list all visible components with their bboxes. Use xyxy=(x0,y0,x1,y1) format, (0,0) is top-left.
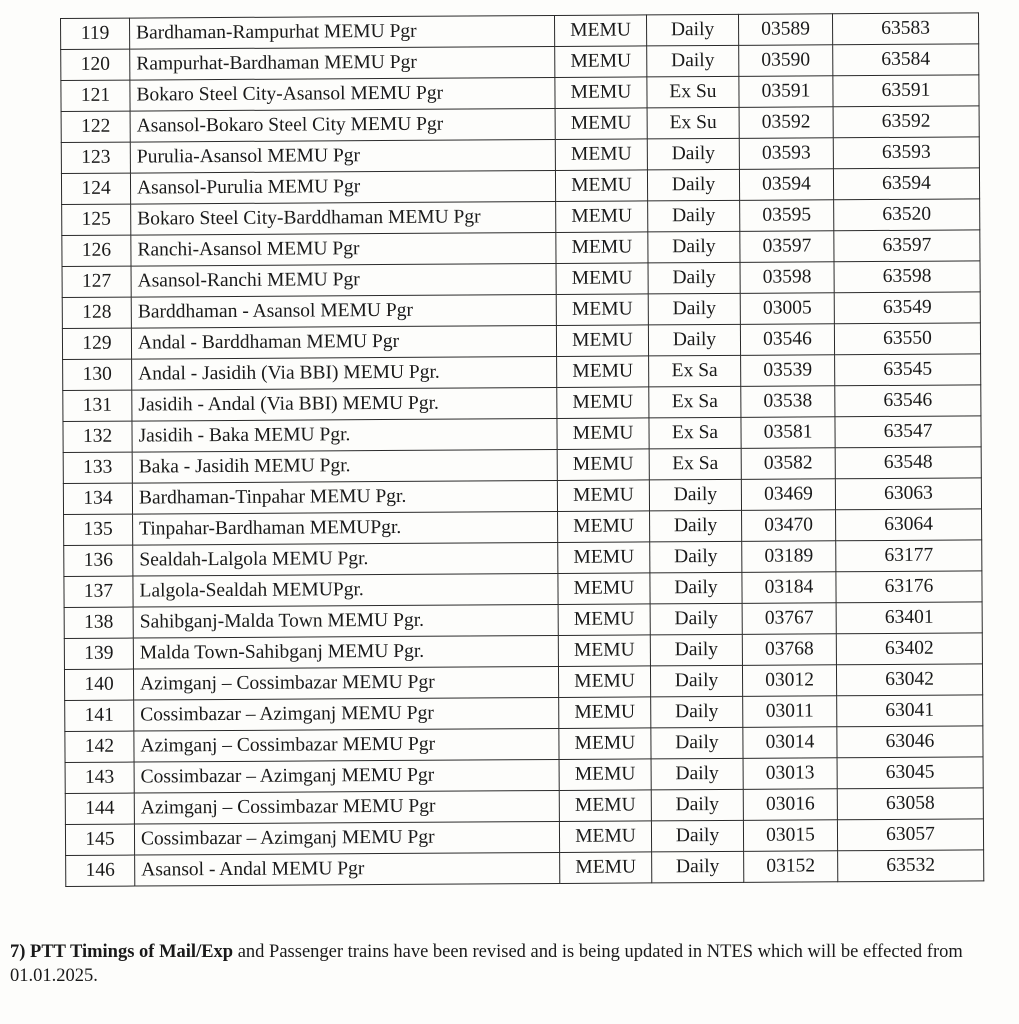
train-name-cell: Sealdah-Lalgola MEMU Pgr. xyxy=(133,542,558,576)
table-body xyxy=(61,13,984,887)
new-train-number-cell: 63549 xyxy=(834,292,980,324)
train-name-cell: Bardhaman-Rampurhat MEMU Pgr xyxy=(130,15,555,49)
sl-no-cell: 128 xyxy=(62,297,131,328)
days-of-run-cell: Daily xyxy=(650,541,742,573)
train-name-cell: Cossimbazar – Azimganj MEMU Pgr xyxy=(134,697,559,731)
sl-no-cell: 125 xyxy=(62,204,131,235)
days-of-run-cell: Daily xyxy=(648,293,740,325)
old-train-number-cell: 03546 xyxy=(740,324,834,356)
old-train-number-cell: 03589 xyxy=(738,14,832,46)
train-name-cell: Andal - Jasidih (Via BBI) MEMU Pgr. xyxy=(132,356,557,390)
train-name-cell: Azimganj – Cossimbazar MEMU Pgr xyxy=(134,728,559,762)
sl-no-cell: 141 xyxy=(65,700,134,731)
sl-no-cell: 137 xyxy=(64,576,133,607)
days-of-run-cell: Ex Sa xyxy=(649,386,741,418)
days-of-run-cell: Daily xyxy=(650,665,742,697)
note-text: and Passenger trains have been revised and is being updated in NTES which will be effected from 01.01.2025. xyxy=(10,942,963,986)
new-train-number-cell: 63402 xyxy=(836,633,982,665)
old-train-number-cell: 03152 xyxy=(744,851,838,883)
days-of-run-cell: Daily xyxy=(646,14,738,46)
sl-no-cell: 142 xyxy=(65,731,134,762)
new-train-number-cell: 63583 xyxy=(832,13,978,45)
sl-no-cell: 140 xyxy=(64,669,133,700)
sl-no-cell: 139 xyxy=(64,638,133,669)
train-type-cell: MEMU xyxy=(559,697,651,729)
old-train-number-cell: 03016 xyxy=(743,789,837,821)
new-train-number-cell: 63597 xyxy=(834,230,980,262)
new-train-number-cell: 63401 xyxy=(836,602,982,634)
old-train-number-cell: 03595 xyxy=(740,200,834,232)
train-type-cell: MEMU xyxy=(555,170,647,202)
train-type-cell: MEMU xyxy=(558,573,650,605)
sl-no-cell: 144 xyxy=(65,793,134,824)
train-name-cell: Malda Town-Sahibganj MEMU Pgr. xyxy=(133,635,558,669)
train-name-cell: Baka - Jasidih MEMU Pgr. xyxy=(132,449,557,483)
days-of-run-cell: Daily xyxy=(650,510,742,542)
days-of-run-cell: Daily xyxy=(652,851,744,883)
train-name-cell: Cossimbazar – Azimganj MEMU Pgr xyxy=(134,759,559,793)
old-train-number-cell: 03593 xyxy=(739,138,833,170)
new-train-number-cell: 63058 xyxy=(837,788,983,820)
sl-no-cell: 134 xyxy=(63,483,132,514)
train-type-cell: MEMU xyxy=(559,728,651,760)
days-of-run-cell: Daily xyxy=(648,324,740,356)
old-train-number-cell: 03015 xyxy=(743,820,837,852)
sl-no-cell: 143 xyxy=(65,762,134,793)
train-name-cell: Ranchi-Asansol MEMU Pgr xyxy=(131,232,556,266)
note-bold-text: PTT Timings of Mail/Exp xyxy=(30,942,234,962)
train-type-cell: MEMU xyxy=(560,852,652,884)
old-train-number-cell: 03581 xyxy=(741,417,835,449)
old-train-number-cell: 03594 xyxy=(739,169,833,201)
note-paragraph xyxy=(10,940,1000,988)
train-type-cell: MEMU xyxy=(555,46,647,78)
train-name-cell: Tinpahar-Bardhaman MEMUPgr. xyxy=(133,511,558,545)
old-train-number-cell: 03013 xyxy=(743,758,837,790)
train-name-cell: Sahibganj-Malda Town MEMU Pgr. xyxy=(133,604,558,638)
train-type-cell: MEMU xyxy=(559,759,651,791)
sl-no-cell: 119 xyxy=(61,18,130,49)
train-name-cell: Asansol-Ranchi MEMU Pgr xyxy=(131,263,556,297)
sl-no-cell: 133 xyxy=(63,452,132,483)
train-name-cell: Bokaro Steel City-Asansol MEMU Pgr xyxy=(130,77,555,111)
train-name-cell: Lalgola-Sealdah MEMUPgr. xyxy=(133,573,558,607)
sl-no-cell: 131 xyxy=(63,390,132,421)
train-name-cell: Cossimbazar – Azimganj MEMU Pgr xyxy=(134,821,559,855)
train-name-cell: Purulia-Asansol MEMU Pgr xyxy=(130,139,555,173)
days-of-run-cell: Daily xyxy=(650,603,742,635)
sl-no-cell: 130 xyxy=(63,359,132,390)
train-type-cell: MEMU xyxy=(558,604,650,636)
new-train-number-cell: 63532 xyxy=(838,850,984,882)
train-name-cell: Jasidih - Andal (Via BBI) MEMU Pgr. xyxy=(132,387,557,421)
train-type-cell: MEMU xyxy=(556,325,648,357)
days-of-run-cell: Ex Sa xyxy=(649,448,741,480)
days-of-run-cell: Daily xyxy=(650,572,742,604)
train-type-cell: MEMU xyxy=(559,821,651,853)
old-train-number-cell: 03591 xyxy=(739,76,833,108)
old-train-number-cell: 03538 xyxy=(741,386,835,418)
train-renumbering-table xyxy=(60,12,984,887)
new-train-number-cell: 63592 xyxy=(833,106,979,138)
days-of-run-cell: Daily xyxy=(647,169,739,201)
days-of-run-cell: Daily xyxy=(648,200,740,232)
new-train-number-cell: 63547 xyxy=(835,416,981,448)
days-of-run-cell: Daily xyxy=(650,634,742,666)
train-type-cell: MEMU xyxy=(558,511,650,543)
train-type-cell: MEMU xyxy=(554,15,646,47)
old-train-number-cell: 03598 xyxy=(740,262,834,294)
new-train-number-cell: 63057 xyxy=(837,819,983,851)
days-of-run-cell: Daily xyxy=(651,696,743,728)
sl-no-cell: 127 xyxy=(62,266,131,297)
sl-no-cell: 145 xyxy=(65,824,134,855)
new-train-number-cell: 63546 xyxy=(835,385,981,417)
old-train-number-cell: 03539 xyxy=(741,355,835,387)
train-name-cell: Bokaro Steel City-Barddhaman MEMU Pgr xyxy=(131,201,556,235)
sl-no-cell: 129 xyxy=(62,328,131,359)
days-of-run-cell: Daily xyxy=(647,138,739,170)
train-type-cell: MEMU xyxy=(556,201,648,233)
sl-no-cell: 124 xyxy=(61,173,130,204)
old-train-number-cell: 03470 xyxy=(742,510,836,542)
days-of-run-cell: Daily xyxy=(651,758,743,790)
train-type-cell: MEMU xyxy=(558,635,650,667)
new-train-number-cell: 63550 xyxy=(834,323,980,355)
sl-no-cell: 121 xyxy=(61,80,130,111)
new-train-number-cell: 63591 xyxy=(833,75,979,107)
train-type-cell: MEMU xyxy=(556,232,648,264)
old-train-number-cell: 03767 xyxy=(742,603,836,635)
train-type-cell: MEMU xyxy=(557,480,649,512)
train-name-cell: Andal - Barddhaman MEMU Pgr xyxy=(131,325,556,359)
train-name-cell: Jasidih - Baka MEMU Pgr. xyxy=(132,418,557,452)
sl-no-cell: 135 xyxy=(64,514,133,545)
new-train-number-cell: 63520 xyxy=(834,199,980,231)
new-train-number-cell: 63063 xyxy=(835,478,981,510)
old-train-number-cell: 03189 xyxy=(742,541,836,573)
days-of-run-cell: Ex Sa xyxy=(649,355,741,387)
table-row xyxy=(66,850,984,887)
train-type-cell: MEMU xyxy=(555,139,647,171)
old-train-number-cell: 03582 xyxy=(741,448,835,480)
old-train-number-cell: 03592 xyxy=(739,107,833,139)
new-train-number-cell: 63593 xyxy=(833,137,979,169)
days-of-run-cell: Daily xyxy=(651,789,743,821)
days-of-run-cell: Daily xyxy=(649,479,741,511)
train-name-cell: Rampurhat-Bardhaman MEMU Pgr xyxy=(130,46,555,80)
note-number: 7) xyxy=(10,942,26,962)
days-of-run-cell: Daily xyxy=(648,262,740,294)
sl-no-cell: 120 xyxy=(61,49,130,80)
train-type-cell: MEMU xyxy=(555,108,647,140)
train-type-cell: MEMU xyxy=(557,449,649,481)
train-name-cell: Asansol - Andal MEMU Pgr xyxy=(135,852,560,886)
train-type-cell: MEMU xyxy=(556,294,648,326)
days-of-run-cell: Daily xyxy=(651,820,743,852)
new-train-number-cell: 63584 xyxy=(833,44,979,76)
sl-no-cell: 122 xyxy=(61,111,130,142)
old-train-number-cell: 03768 xyxy=(742,634,836,666)
sl-no-cell: 136 xyxy=(64,545,133,576)
days-of-run-cell: Daily xyxy=(648,231,740,263)
sl-no-cell: 138 xyxy=(64,607,133,638)
train-type-cell: MEMU xyxy=(558,666,650,698)
new-train-number-cell: 63177 xyxy=(836,540,982,572)
sl-no-cell: 132 xyxy=(63,421,132,452)
old-train-number-cell: 03005 xyxy=(740,293,834,325)
train-name-cell: Asansol-Purulia MEMU Pgr xyxy=(130,170,555,204)
train-name-cell: Asansol-Bokaro Steel City MEMU Pgr xyxy=(130,108,555,142)
new-train-number-cell: 63598 xyxy=(834,261,980,293)
train-name-cell: Barddhaman - Asansol MEMU Pgr xyxy=(131,294,556,328)
train-type-cell: MEMU xyxy=(558,542,650,574)
train-type-cell: MEMU xyxy=(556,263,648,295)
train-type-cell: MEMU xyxy=(555,77,647,109)
old-train-number-cell: 03011 xyxy=(743,696,837,728)
old-train-number-cell: 03469 xyxy=(741,479,835,511)
new-train-number-cell: 63176 xyxy=(836,571,982,603)
new-train-number-cell: 63548 xyxy=(835,447,981,479)
new-train-number-cell: 63594 xyxy=(833,168,979,200)
days-of-run-cell: Ex Su xyxy=(647,107,739,139)
days-of-run-cell: Ex Sa xyxy=(649,417,741,449)
new-train-number-cell: 63545 xyxy=(835,354,981,386)
sl-no-cell: 146 xyxy=(66,855,135,886)
old-train-number-cell: 03597 xyxy=(740,231,834,263)
train-type-cell: MEMU xyxy=(559,790,651,822)
new-train-number-cell: 63046 xyxy=(837,726,983,758)
days-of-run-cell: Daily xyxy=(651,727,743,759)
train-type-cell: MEMU xyxy=(557,418,649,450)
sl-no-cell: 123 xyxy=(61,142,130,173)
sl-no-cell: 126 xyxy=(62,235,131,266)
old-train-number-cell: 03012 xyxy=(742,665,836,697)
old-train-number-cell: 03184 xyxy=(742,572,836,604)
new-train-number-cell: 63064 xyxy=(836,509,982,541)
train-type-cell: MEMU xyxy=(557,387,649,419)
new-train-number-cell: 63041 xyxy=(837,695,983,727)
train-name-cell: Azimganj – Cossimbazar MEMU Pgr xyxy=(133,666,558,700)
new-train-number-cell: 63045 xyxy=(837,757,983,789)
train-name-cell: Bardhaman-Tinpahar MEMU Pgr. xyxy=(132,480,557,514)
old-train-number-cell: 03014 xyxy=(743,727,837,759)
train-name-cell: Azimganj – Cossimbazar MEMU Pgr xyxy=(134,790,559,824)
train-type-cell: MEMU xyxy=(557,356,649,388)
days-of-run-cell: Ex Su xyxy=(647,76,739,108)
new-train-number-cell: 63042 xyxy=(836,664,982,696)
days-of-run-cell: Daily xyxy=(647,45,739,77)
old-train-number-cell: 03590 xyxy=(739,45,833,77)
